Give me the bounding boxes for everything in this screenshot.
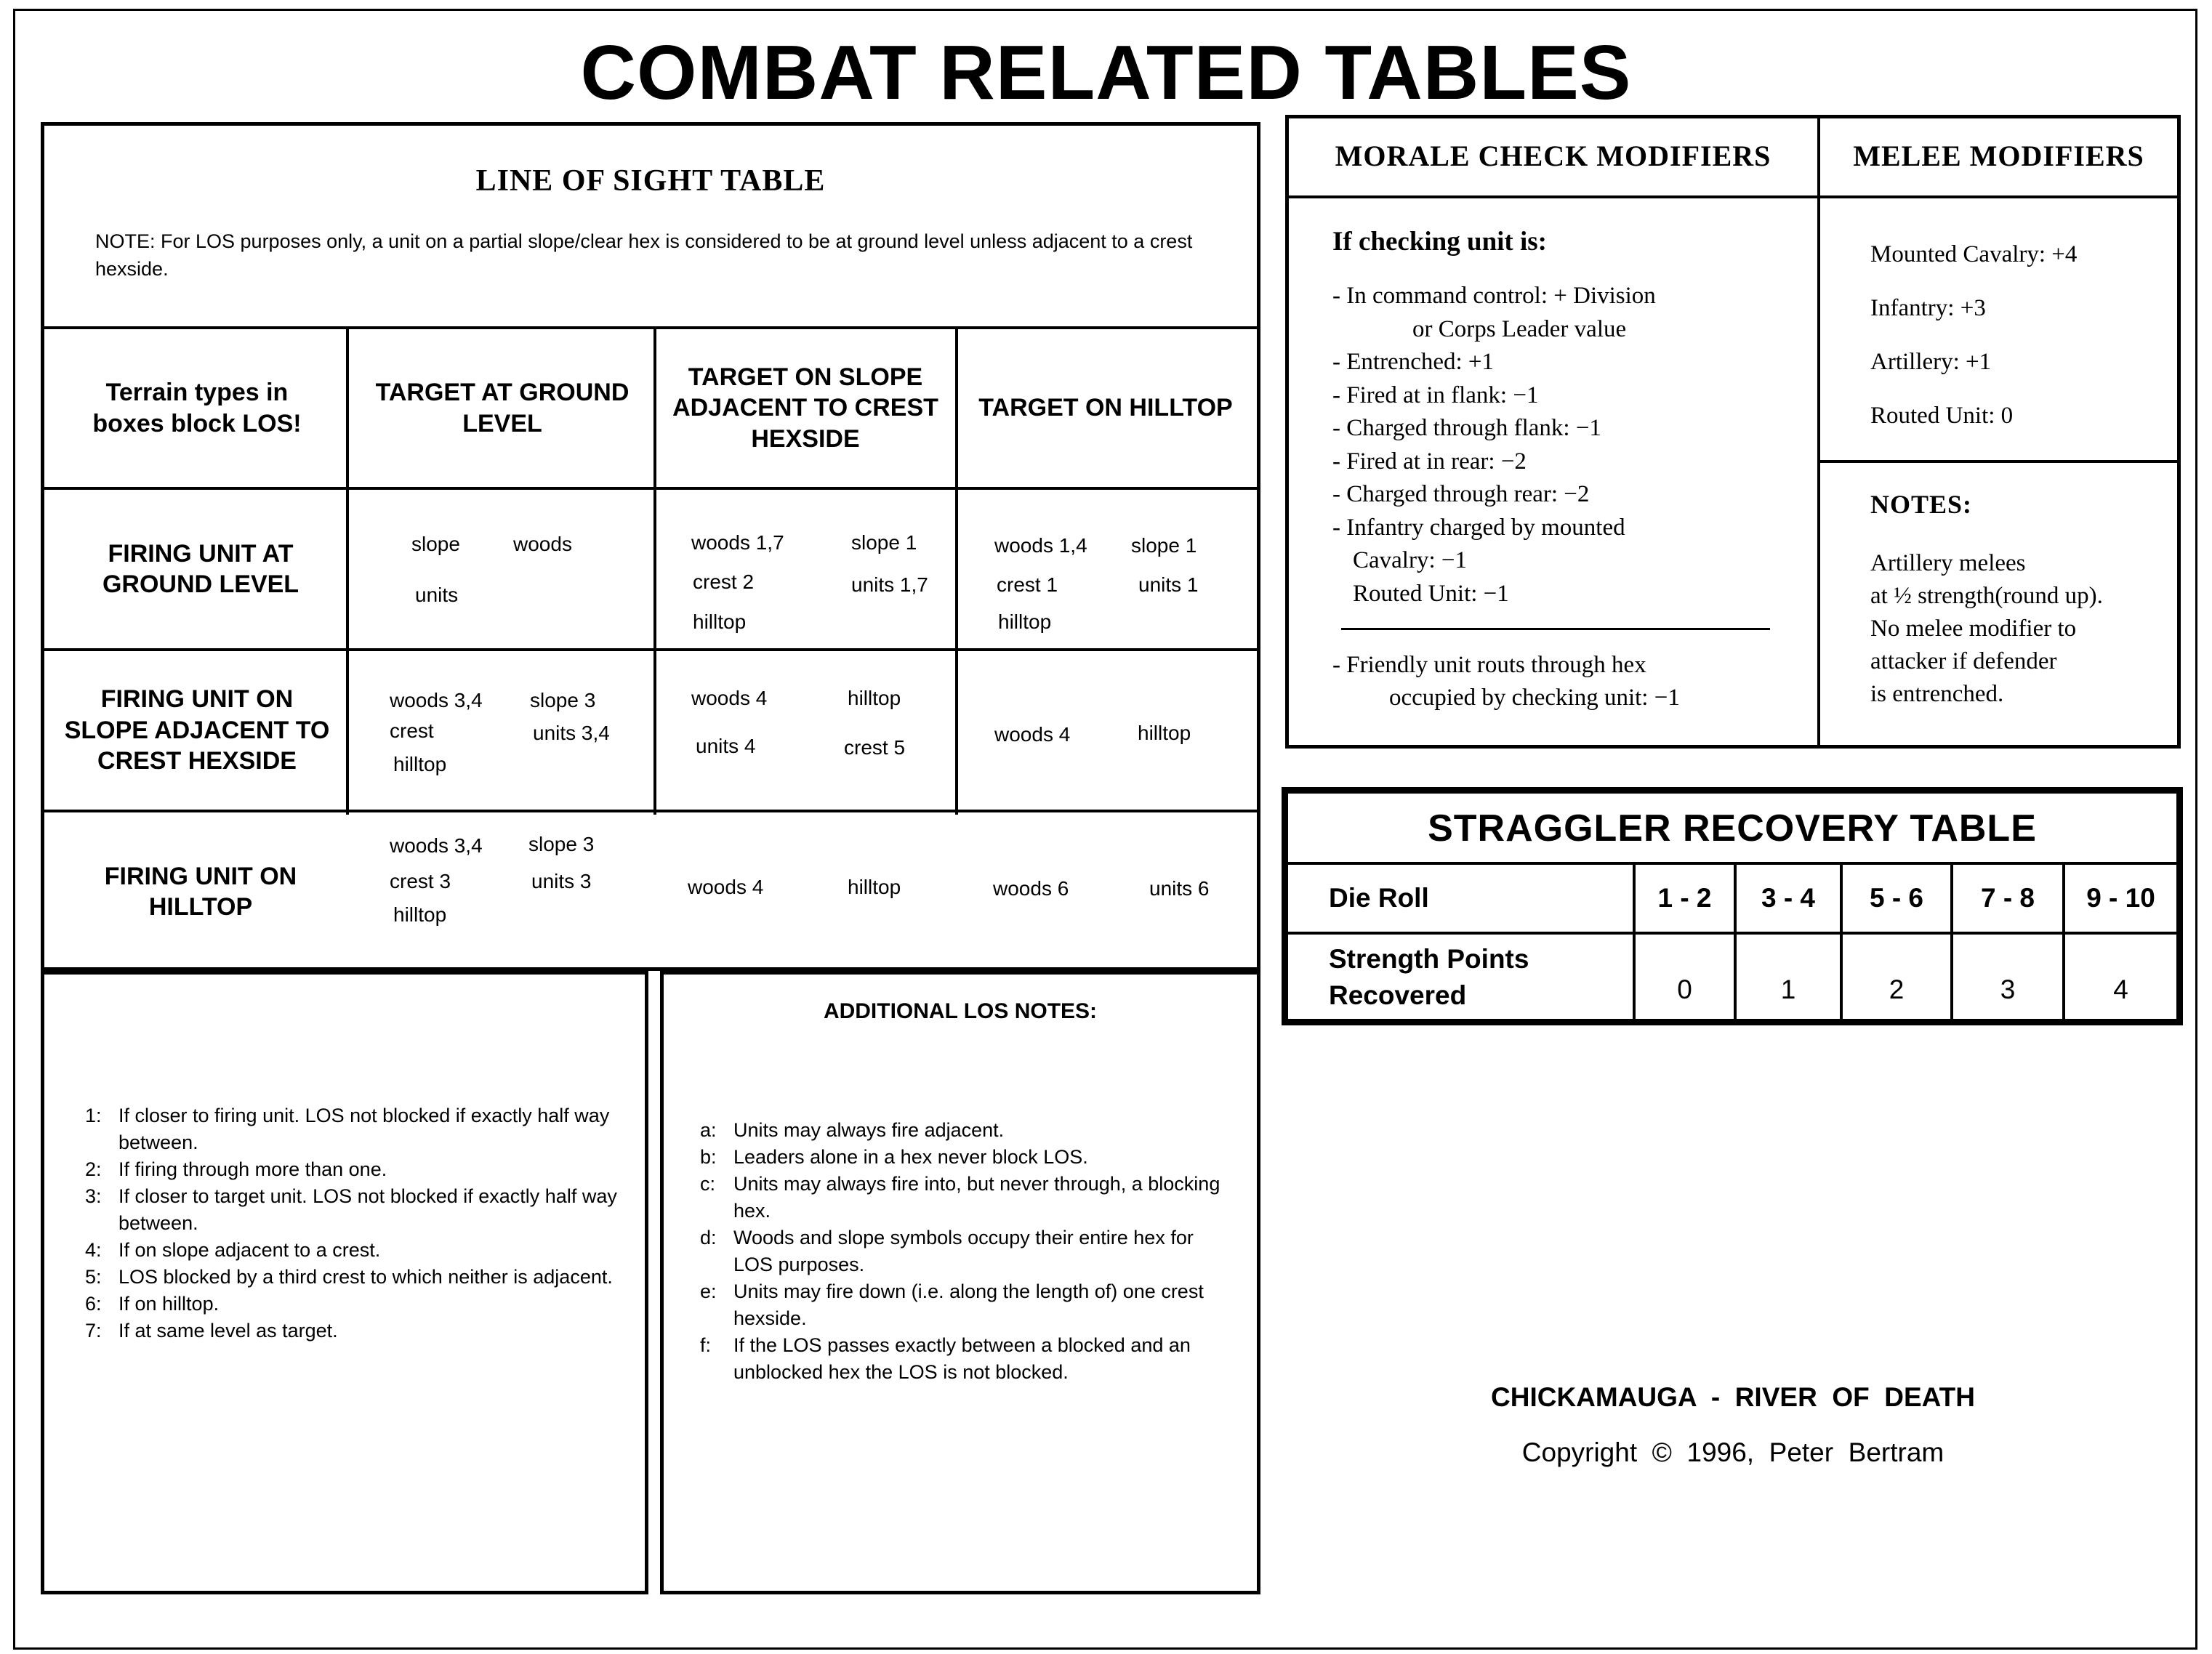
additional-item: d: Woods and slope symbols occupy their entire hex for LOS purposes. [700, 1227, 1194, 1275]
strength-points-line: Recovered [1329, 980, 1467, 1010]
points-value: 3 [1952, 933, 2064, 1022]
morale-item: - Charged through rear: −2 [1332, 481, 1590, 507]
los-entry: crest [390, 719, 434, 742]
melee-note: attacker if defender [1870, 648, 2057, 674]
row-label-slope: FIRING UNIT ON SLOPE ADJACENT TO CREST HEXSIDE [64, 685, 330, 775]
additional-los-notes-box [660, 971, 1260, 1594]
los-entry: hilltop [848, 687, 901, 709]
los-entry: units 1,7 [851, 573, 928, 596]
divider [1341, 628, 1770, 630]
additional-list [700, 1117, 1231, 1386]
footnote-item: 5: LOS blocked by a third crest to which neither is adjacent. [85, 1266, 613, 1288]
los-entry: crest 2 [693, 570, 755, 593]
los-entry: slope 1 [1131, 534, 1197, 557]
col-header-ground: TARGET AT GROUND LEVEL [375, 379, 630, 437]
los-entry: woods 1,7 [691, 531, 784, 554]
footnote-list [85, 1102, 623, 1344]
los-table [41, 122, 1260, 971]
los-entry: woods 4 [691, 687, 768, 709]
melee-notes [1870, 547, 2172, 711]
melee-note: Artillery melees [1870, 550, 2026, 576]
morale-item: Cavalry: −1 [1353, 547, 1467, 573]
los-entry: hilltop [1138, 722, 1191, 744]
morale-item: - Infantry charged by mounted [1332, 514, 1625, 541]
los-entry: hilltop [393, 903, 447, 926]
footnote-item: 2: If firing through more than one. [85, 1158, 387, 1180]
grid-line [955, 326, 958, 815]
morale-list [1332, 280, 1798, 610]
grid-line [1817, 118, 1820, 745]
points-value: 0 [1634, 933, 1735, 1022]
morale-item: Routed Unit: −1 [1353, 580, 1509, 607]
los-entry: crest 1 [997, 573, 1058, 596]
morale-item: - Entrenched: +1 [1332, 349, 1495, 375]
strength-points-line: Strength Points [1329, 944, 1529, 974]
additional-item: c: Units may always fire into, but never through, a blocking hex. [700, 1173, 1220, 1222]
morale-item: - Fired at in rear: −2 [1332, 448, 1527, 475]
melee-item: Artillery: +1 [1870, 349, 1992, 375]
los-entry: units 6 [1149, 877, 1210, 900]
los-entry: woods 3,4 [390, 834, 483, 857]
footnotes-box [41, 971, 648, 1594]
straggler-table [1282, 787, 2183, 1025]
additional-item: a: Units may always fire adjacent. [700, 1119, 1005, 1141]
die-roll-value: 7 - 8 [1952, 863, 2064, 933]
footnote-item: 1: If closer to firing unit. LOS not blocked if exactly half way between. [85, 1105, 610, 1153]
game-title: CHICKAMAUGA - RIVER OF DEATH [1491, 1382, 1975, 1412]
melee-note: No melee modifier to [1870, 616, 2077, 642]
points-value: 2 [1841, 933, 1952, 1022]
los-entry: hilltop [848, 876, 901, 898]
die-roll-label: Die Roll [1287, 863, 1634, 933]
los-entry: slope [411, 533, 460, 555]
grid-line [1289, 195, 2177, 198]
los-entry: woods 1,4 [994, 534, 1087, 557]
los-entry: units [415, 584, 459, 606]
additional-item: b: Leaders alone in a hex never block LOS. [700, 1146, 1088, 1168]
melee-note: at ½ strength(round up). [1870, 583, 2103, 609]
morale-item: - In command control: + Division [1332, 283, 1656, 309]
points-value: 4 [2064, 933, 2178, 1022]
morale-extra-item: - Friendly unit routs through hex [1332, 652, 1646, 678]
footnote-item: 3: If closer to target unit. LOS not blocked if exactly half way between. [85, 1185, 617, 1234]
los-entry: woods 3,4 [390, 689, 483, 711]
straggler-heading: STRAGGLER RECOVERY TABLE [1428, 807, 2037, 850]
modifiers-box [1285, 115, 2181, 749]
die-roll-value: 1 - 2 [1634, 863, 1735, 933]
strength-points-label [1287, 933, 1634, 1022]
footnote-item: 7: If at same level as target. [85, 1320, 338, 1342]
footnote-item: 6: If on hilltop. [85, 1293, 220, 1315]
los-entry: woods 4 [688, 876, 764, 898]
col-header-hilltop: TARGET ON HILLTOP [978, 394, 1233, 422]
melee-notes-heading: NOTES: [1870, 490, 1973, 519]
morale-heading: MORALE CHECK MODIFIERS [1335, 140, 1771, 172]
morale-extra [1332, 649, 1798, 714]
melee-item: Infantry: +3 [1870, 295, 1986, 321]
row-label-hilltop: FIRING UNIT ON HILLTOP [104, 862, 297, 921]
los-heading: LINE OF SIGHT TABLE [475, 164, 826, 198]
morale-item: - Fired at in flank: −1 [1332, 382, 1539, 408]
grid-line [346, 326, 349, 815]
morale-subheading: If checking unit is: [1332, 227, 1548, 257]
los-entry: units 4 [696, 735, 756, 757]
additional-heading: ADDITIONAL LOS NOTES: [823, 999, 1098, 1023]
los-entry: woods [513, 533, 572, 555]
points-value: 1 [1735, 933, 1841, 1022]
los-entry: units 3,4 [533, 722, 610, 744]
page-title: COMBAT RELATED TABLES [580, 30, 1632, 116]
melee-list [1870, 227, 2168, 443]
los-entry: hilltop [693, 610, 747, 633]
grid-line [1817, 460, 2177, 463]
col-header-slope: TARGET ON SLOPE ADJACENT TO CREST HEXSIDE [672, 363, 938, 453]
die-roll-value: 5 - 6 [1841, 863, 1952, 933]
copyright: Copyright © 1996, Peter Bertram [1521, 1437, 1944, 1467]
morale-item: or Corps Leader value [1412, 315, 1627, 342]
los-entry: crest 3 [390, 870, 451, 892]
melee-heading: MELEE MODIFIERS [1853, 140, 2144, 172]
los-entry: slope 1 [851, 531, 917, 554]
los-entry: slope 3 [530, 689, 596, 711]
additional-item: f: If the LOS passes exactly between a blocked and an unblocked hex the LOS is not blocked. [700, 1334, 1191, 1383]
melee-item: Mounted Cavalry: +4 [1870, 241, 2078, 267]
die-roll-value: 3 - 4 [1735, 863, 1841, 933]
die-roll-value: 9 - 10 [2064, 863, 2178, 933]
grid-line [653, 326, 656, 815]
straggler-grid [1285, 862, 2179, 1023]
los-corner-note: Terrain types in boxes block LOS! [92, 379, 302, 437]
los-entry: woods 6 [993, 877, 1069, 900]
morale-item: - Charged through flank: −1 [1332, 415, 1601, 441]
melee-item: Routed Unit: 0 [1870, 403, 2014, 429]
los-entry: units 3 [531, 870, 592, 892]
additional-item: e: Units may fire down (i.e. along the length of) one crest hexside. [700, 1280, 1204, 1329]
footnote-item: 4: If on slope adjacent to a crest. [85, 1239, 381, 1261]
los-note: NOTE: For LOS purposes only, a unit on a partial slope/clear hex is considered to be at ground level unless adjacent to a crest hexside. [95, 230, 1193, 280]
los-entry: slope 3 [528, 833, 595, 855]
los-entry: woods 4 [994, 723, 1071, 746]
los-entry: hilltop [998, 610, 1052, 633]
melee-note: is entrenched. [1870, 681, 2004, 707]
morale-extra-item: occupied by checking unit: −1 [1389, 685, 1680, 711]
los-entry: hilltop [393, 753, 447, 775]
row-label-ground: FIRING UNIT AT GROUND LEVEL [102, 539, 299, 598]
los-entry: crest 5 [844, 736, 906, 759]
los-entry: units 1 [1138, 573, 1199, 596]
